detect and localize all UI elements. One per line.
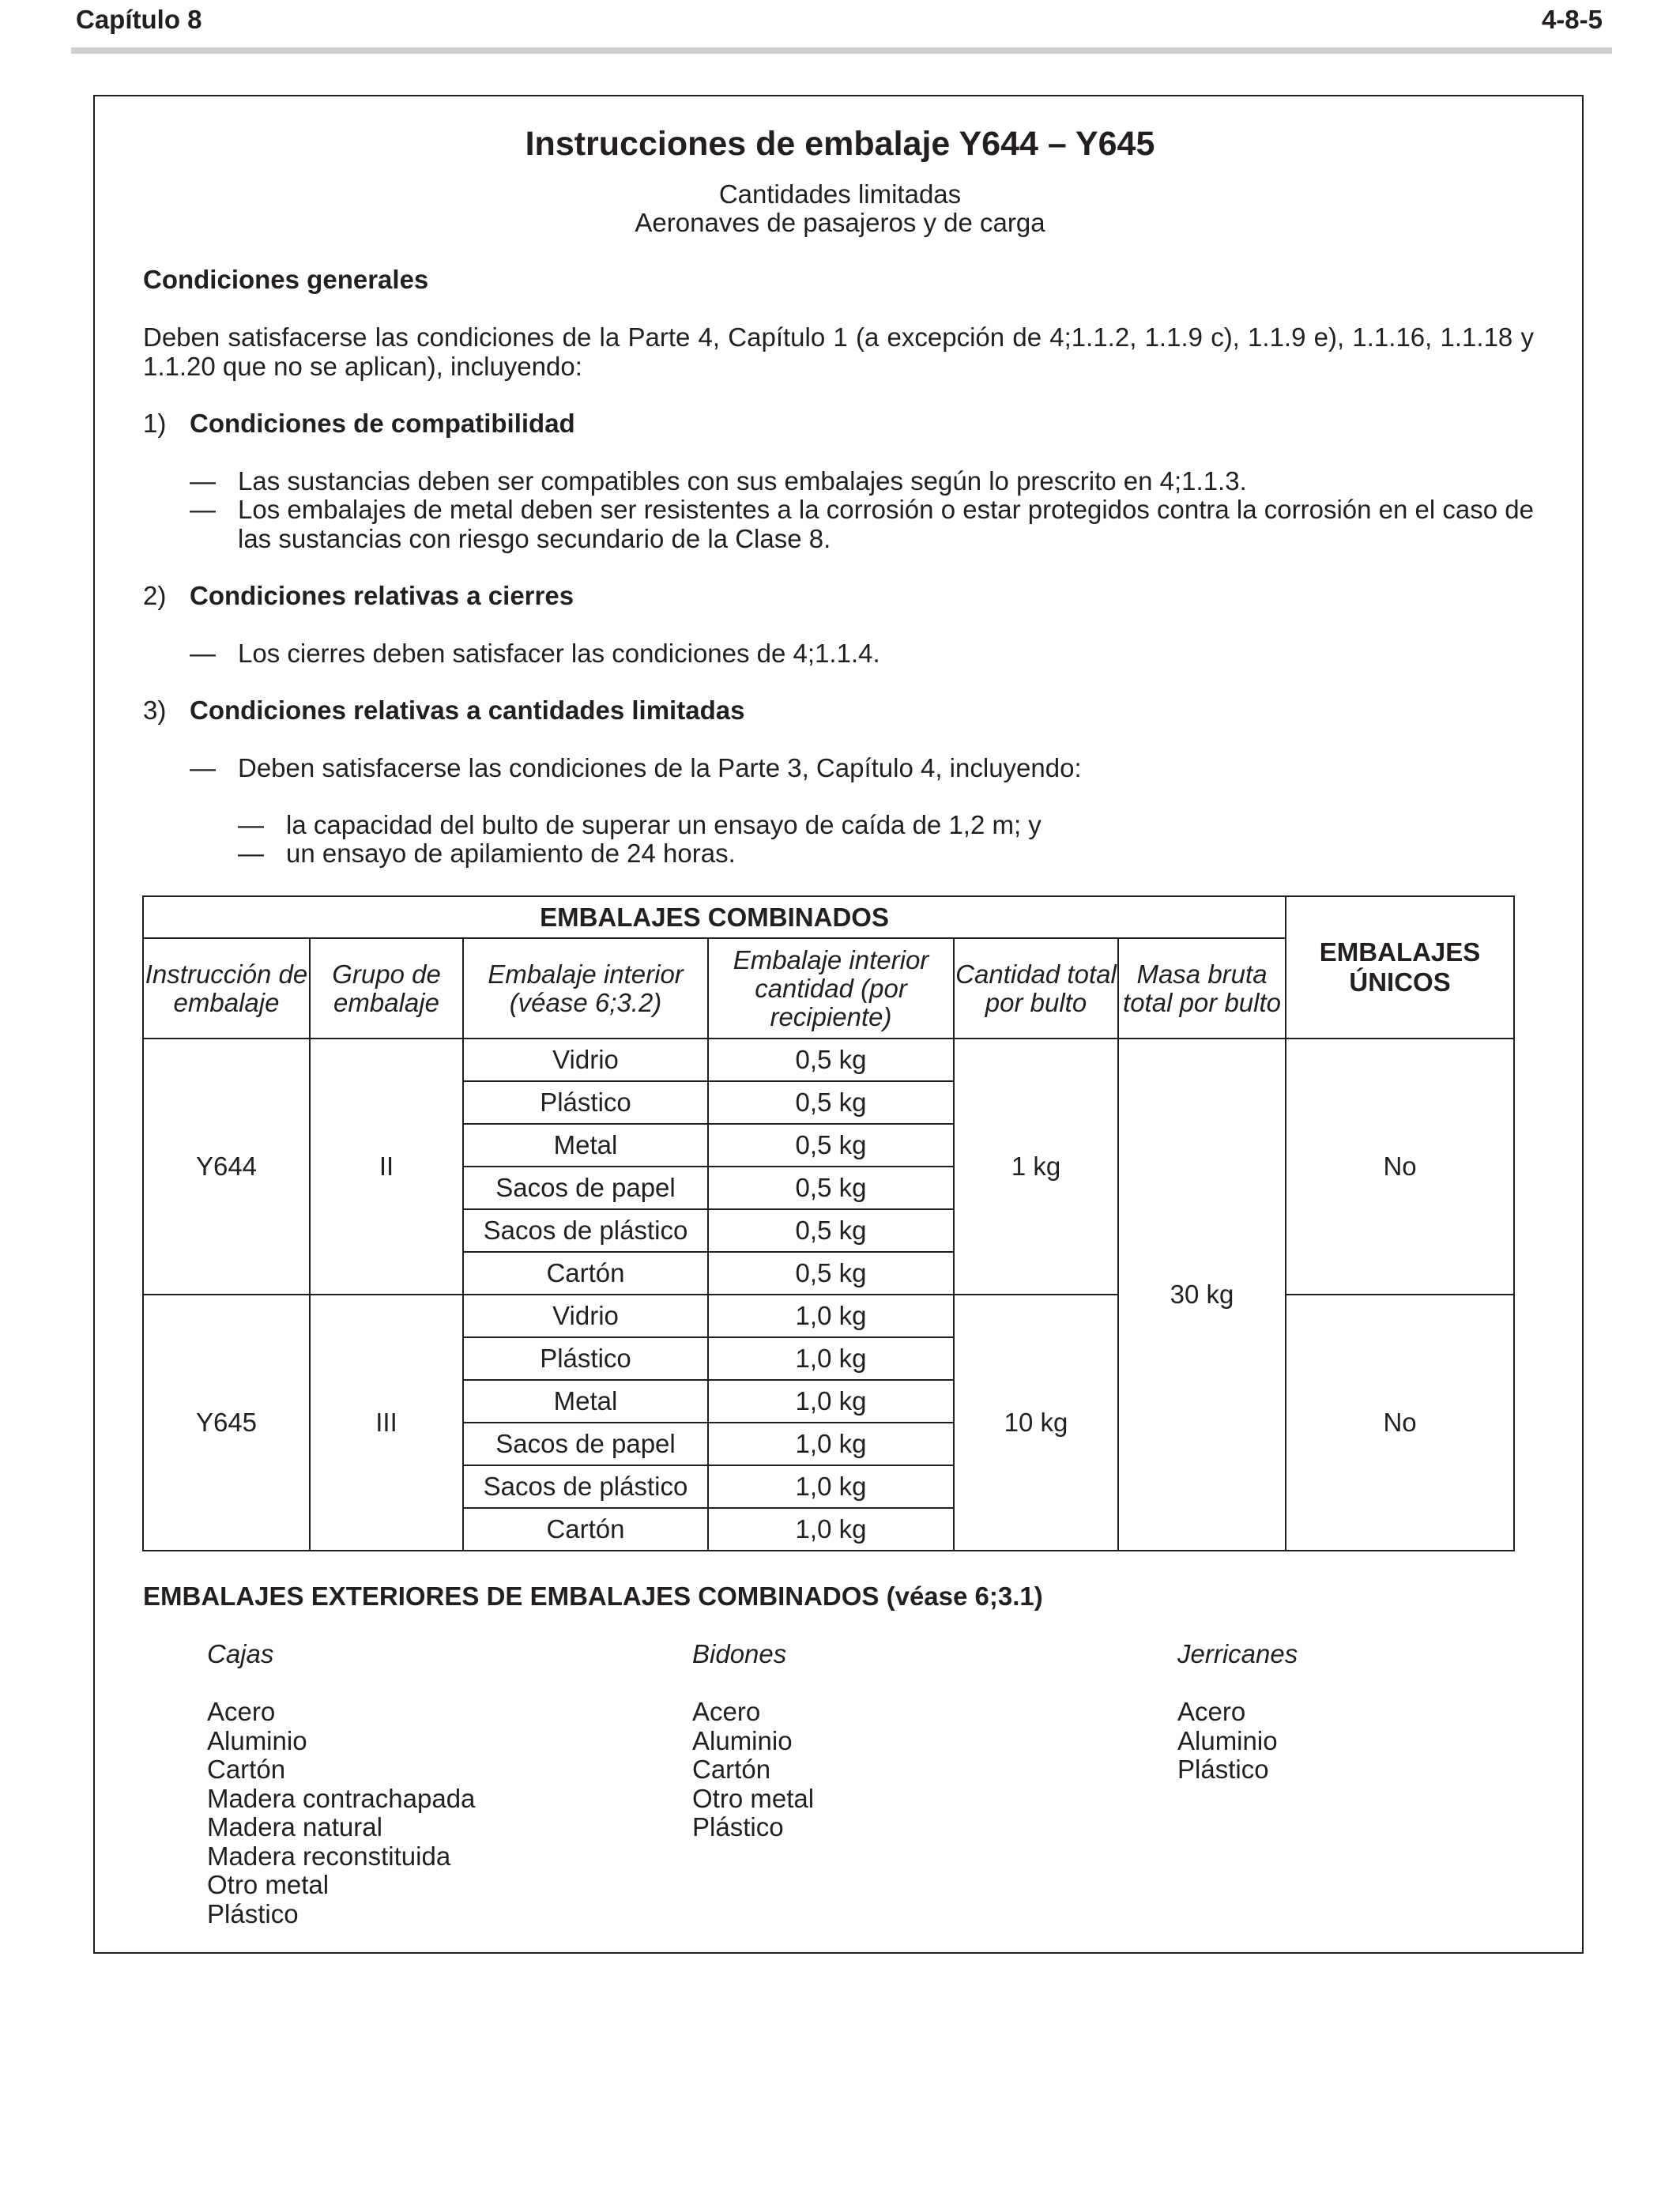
packaging-table <box>142 895 1515 1551</box>
column-header-instruction: Instrucción de embalaje <box>143 938 310 1039</box>
inner-packaging-cell: Vidrio <box>463 1039 708 1081</box>
header-rule <box>71 47 1612 54</box>
subtitle-limited-quantities: Cantidades limitadas <box>718 179 962 209</box>
instruction-cell: Y644 <box>143 1039 310 1295</box>
page-header-chapter: Capítulo 8 <box>76 5 202 34</box>
gross-mass-cell: 30 kg <box>1118 1039 1286 1551</box>
outer-packagings-heading: EMBALAJES EXTERIORES DE EMBALAJES COMBINADOS (véase 6;3.1) <box>143 1581 1043 1611</box>
inner-quantity-cell: 0,5 kg <box>708 1167 954 1209</box>
dash: — <box>190 753 216 782</box>
inner-packaging-cell: Cartón <box>463 1508 708 1551</box>
section-heading-closures: Condiciones relativas a cierres <box>190 581 574 610</box>
inner-packaging-cell: Plástico <box>463 1081 708 1124</box>
list-item: Otro metal <box>692 1783 815 1813</box>
list-item: Aluminio <box>692 1725 793 1755</box>
inner-packaging-cell: Plástico <box>463 1337 708 1380</box>
dash: — <box>190 639 216 668</box>
dash: — <box>190 495 216 524</box>
inner-quantity-cell: 0,5 kg <box>708 1039 954 1081</box>
dash: — <box>190 466 216 496</box>
list-item: Acero <box>1177 1697 1246 1726</box>
single-packagings-header: EMBALAJES ÚNICOS <box>1286 896 1514 1039</box>
list-item: Plástico <box>692 1812 784 1842</box>
inner-packaging-cell: Vidrio <box>463 1295 708 1337</box>
inner-packaging-cell: Sacos de plástico <box>463 1209 708 1252</box>
general-conditions-text: Deben satisfacerse las condiciones de la Parte 4, Capítulo 1 (a excepción de 4;1.1.2, 1.1.9 c), 1.1.9 e), 1.1.16, 1.1.18 y 1.1.20 que no se aplican), incluyendo: <box>143 322 1534 381</box>
list-item: Madera contrachapada <box>207 1783 476 1813</box>
column-header-inner-packaging: Embalaje interior (véase 6;3.2) <box>463 938 708 1039</box>
total-quantity-cell: 10 kg <box>954 1295 1118 1551</box>
column-header-packing-group: Grupo de embalaje <box>310 938 463 1039</box>
sub-list-item: un ensayo de apilamiento de 24 horas. <box>286 839 736 868</box>
list-item: Cartón <box>207 1755 286 1784</box>
column-header-total-quantity: Cantidad total por bulto <box>954 938 1118 1039</box>
list-item: Acero <box>692 1697 761 1726</box>
inner-quantity-cell: 1,0 kg <box>708 1465 954 1508</box>
section-heading-limited-quantities: Condiciones relativas a cantidades limitadas <box>190 696 745 725</box>
inner-packaging-cell: Sacos de papel <box>463 1167 708 1209</box>
list-item: Acero <box>207 1697 276 1726</box>
inner-quantity-cell: 0,5 kg <box>708 1124 954 1167</box>
list-item: Aluminio <box>1177 1725 1278 1755</box>
inner-packaging-cell: Metal <box>463 1124 708 1167</box>
inner-quantity-cell: 1,0 kg <box>708 1337 954 1380</box>
column-header-gross-mass: Masa bruta total por bulto <box>1118 938 1286 1039</box>
instruction-cell: Y645 <box>143 1295 310 1551</box>
list-item: Cartón <box>692 1755 771 1784</box>
list-item: Los embalajes de metal deben ser resistentes a la corrosión o estar protegidos contra la corrosión en el caso de las sustancias con riesgo secundario de la Clase 8. <box>238 495 1534 553</box>
dash: — <box>238 839 264 868</box>
list-item: Deben satisfacerse las condiciones de la Parte 3, Capítulo 4, incluyendo: <box>238 753 1082 782</box>
packing-group-cell: III <box>310 1295 463 1551</box>
subtitle-aircraft: Aeronaves de pasajeros y de carga <box>635 208 1045 237</box>
dash: — <box>238 810 264 839</box>
inner-quantity-cell: 1,0 kg <box>708 1423 954 1465</box>
inner-quantity-cell: 0,5 kg <box>708 1209 954 1252</box>
total-quantity-cell: 1 kg <box>954 1039 1118 1295</box>
list-item: Madera reconstituida <box>207 1841 451 1871</box>
page-title: Instrucciones de embalaje Y644 – Y645 <box>525 125 1155 163</box>
single-packagings-cell: No <box>1286 1295 1514 1551</box>
general-conditions-heading: Condiciones generales <box>143 265 429 294</box>
outer-column-title: Bidones <box>692 1639 787 1668</box>
list-item: Los cierres deben satisfacer las condiciones de 4;1.1.4. <box>238 639 880 668</box>
outer-column-title: Cajas <box>207 1639 274 1668</box>
page-number: 4-8-5 <box>1541 5 1603 34</box>
table-row <box>143 1295 1514 1337</box>
inner-quantity-cell: 1,0 kg <box>708 1508 954 1551</box>
list-item: Plástico <box>1177 1755 1269 1784</box>
inner-packaging-cell: Sacos de papel <box>463 1423 708 1465</box>
inner-packaging-cell: Sacos de plástico <box>463 1465 708 1508</box>
packing-group-cell: II <box>310 1039 463 1295</box>
list-item: Madera natural <box>207 1812 382 1842</box>
list-item: Plástico <box>207 1898 299 1928</box>
outer-column-boxes <box>207 1640 475 1928</box>
inner-quantity-cell: 1,0 kg <box>708 1295 954 1337</box>
list-item: Aluminio <box>207 1725 307 1755</box>
table-row <box>143 1039 1514 1081</box>
section-number: 3) <box>143 696 167 725</box>
section-number: 2) <box>143 581 167 610</box>
outer-column-drums <box>692 1640 814 1842</box>
inner-quantity-cell: 1,0 kg <box>708 1380 954 1423</box>
combined-packagings-header: EMBALAJES COMBINADOS <box>143 896 1286 938</box>
inner-packaging-cell: Metal <box>463 1380 708 1423</box>
inner-packaging-cell: Cartón <box>463 1252 708 1295</box>
column-header-inner-quantity: Embalaje interior cantidad (por recipiente) <box>708 938 954 1039</box>
inner-quantity-cell: 0,5 kg <box>708 1252 954 1295</box>
list-item: Otro metal <box>207 1870 330 1899</box>
single-packagings-cell: No <box>1286 1039 1514 1295</box>
outer-column-jerricans <box>1177 1640 1298 1785</box>
section-number: 1) <box>143 409 167 438</box>
sub-list-item: la capacidad del bulto de superar un ensayo de caída de 1,2 m; y <box>286 810 1042 839</box>
section-heading-compatibility: Condiciones de compatibilidad <box>190 409 575 438</box>
list-item: Las sustancias deben ser compatibles con sus embalajes según lo prescrito en 4;1.1.3. <box>238 466 1247 496</box>
outer-column-title: Jerricanes <box>1177 1639 1298 1668</box>
inner-quantity-cell: 0,5 kg <box>708 1081 954 1124</box>
